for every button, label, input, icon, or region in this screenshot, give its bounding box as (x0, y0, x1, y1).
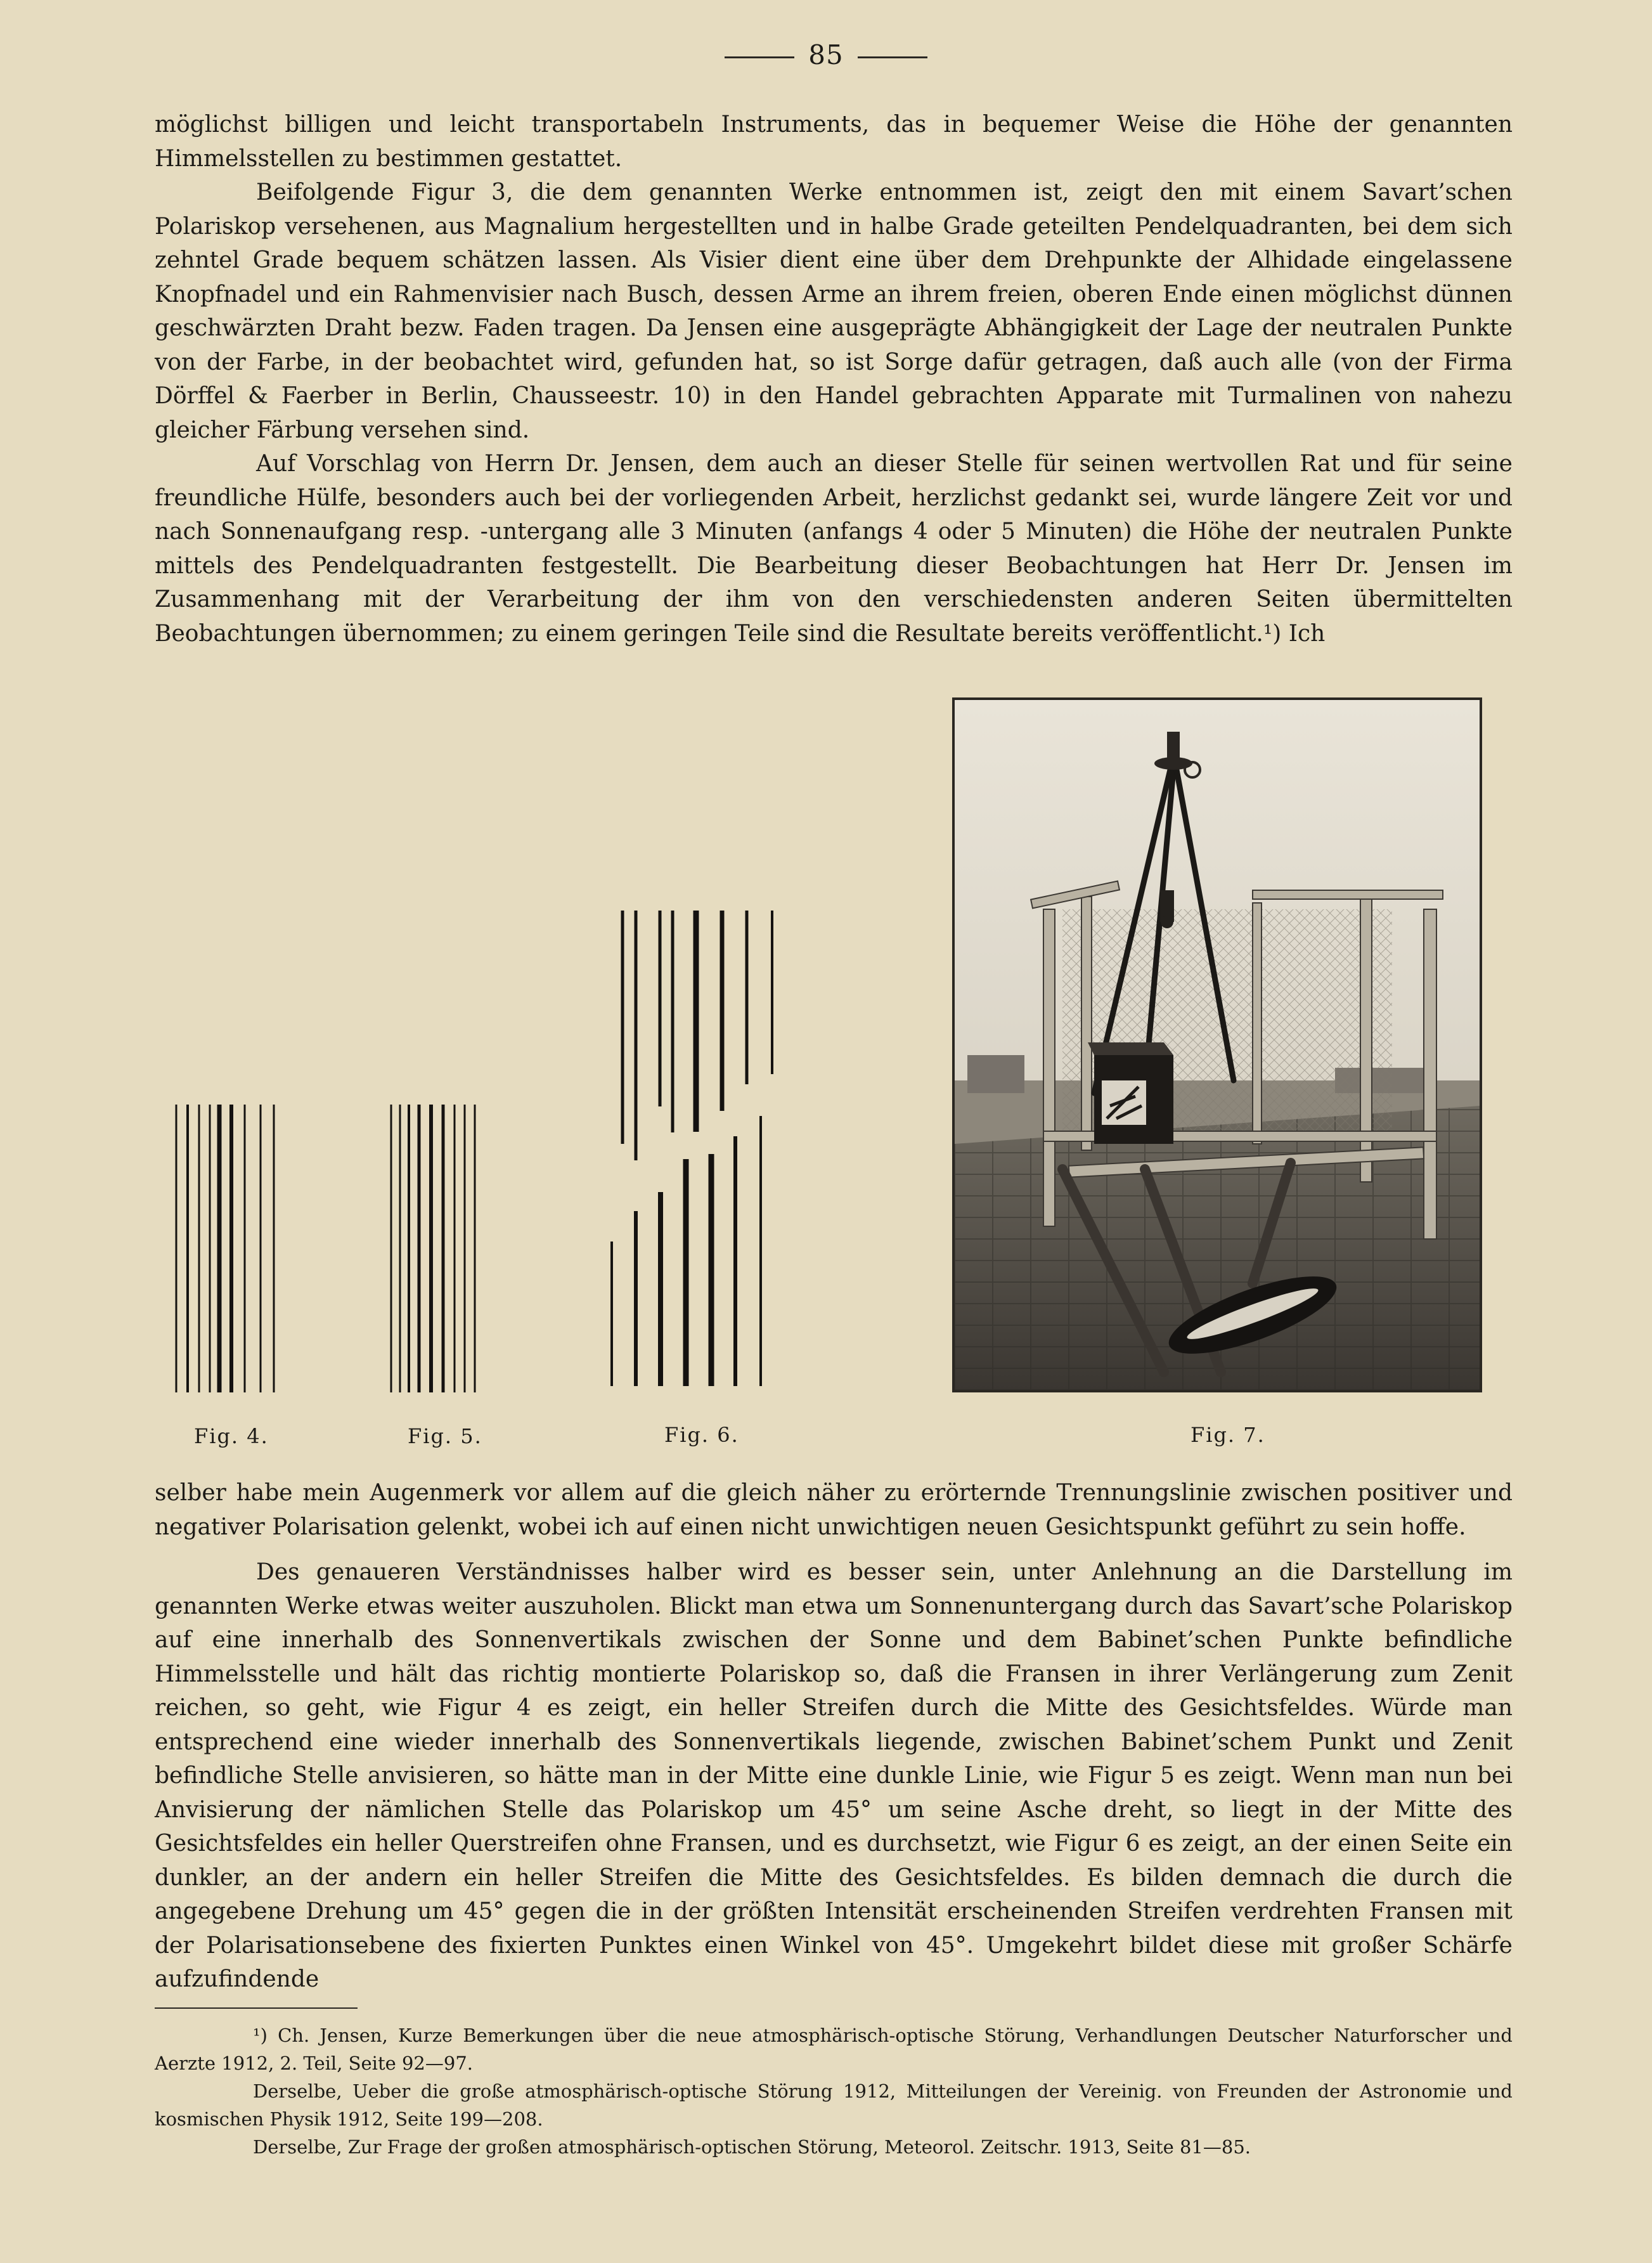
paragraph-savart-fringes: Des genaueren Verständnisses halber wird es besser sein, unter Anlehnung an die Darstellung im genannten Werke etwas weiter auszuholen. Blickt man etwa um Sonnenuntergang durch das Savart’sche Polariskop auf eine innerhalb des Sonnenvertikals zwischen der Sonne und dem Babinet’schen Punkte befindliche Himmelsstelle und hält das richtig montierte Polariskop so, daß die Fransen in ihrer Verlängerung zum Zenit reichen, so geht, wie Figur 4 es zeigt, ein heller Streifen durch die Mitte des Gesichtsfeldes. Würde man entsprechend eine wieder innerhalb des Sonnenvertikals liegende, zwischen Babinet’schem Punkt und Zenit befindliche Stelle anvisieren, so hätte man in der Mitte eine dunkle Linie, wie Figur 5 es zeigt. Wenn man nun bei Anvisierung der nämlichen Stelle das Polariskop um 45° um seine Asche dreht, so liegt in der Mitte des Gesichtsfeldes ein heller Querstreifen ohne Fransen, und es durchsetzt, wie Figur 6 es zeigt, an der einen Seite ein dunkler, an der andern ein heller Streifen die Mitte des Gesichtsfeldes. Es bilden demnach die durch die angegebene Drehung um 45° gegen die in der größten Intensität erscheinenden Streifen verdrehten Fransen mit der Polarisationsebene des fixierten Punktes einen Winkel von 45°. Umgekehrt bildet diese mit großer Schärfe aufzufindende (155, 1559, 1513, 1992)
paragraph-continuation: möglichst billigen und leicht transportabeln Instruments, das in bequemer Weise die Höhe der genannten Himmelsstellen zu bestimmen gestattet. (155, 112, 1513, 172)
footnote-1: ¹) Ch. Jensen, Kurze Bemerkungen über die neue atmosphärisch-optische Störung, Verhandlungen Deutscher Naturforscher und Aerzte 1912, 2. Teil, Seite 92—97. (155, 2025, 1513, 2074)
footnote-derselbe-2: Derselbe, Zur Frage der großen atmosphärisch-optischen Störung, Meteorol. Zeitschr. 1913, Seite 81—85. (253, 2136, 1251, 2158)
rooftop-instrument-photo (955, 700, 1480, 1390)
footnote-derselbe-1: Derselbe, Ueber die große atmosphärisch-optische Störung 1912, Mitteilungen der Vereinig. von Freunden der Astronomie und kosmischen Physik 1912, Seite 199—208. (155, 2080, 1513, 2130)
page-number: 85 (808, 39, 844, 70)
paragraph-augenmerk: selber habe mein Augenmerk vor allem auf die gleich näher zu erörternde Trennungslinie zwischen positiver und negativer Polarisation gelenkt, wobei ich auf einen nicht unwichtigen neuen Gesichtspunkt geführt zu sein hoffe. (155, 1480, 1513, 1540)
instrument-box (1088, 1042, 1173, 1144)
fig-7-caption: Fig. 7. (1191, 1423, 1265, 1447)
fig-7-photograph (952, 697, 1482, 1392)
fig-4-caption: Fig. 4. (194, 1424, 269, 1448)
fig-5-caption: Fig. 5. (408, 1424, 482, 1448)
fig-6-pattern (612, 911, 772, 1386)
paragraph-pendelquadrant: Beifolgende Figur 3, die dem genannten Werke entnommen ist, zeigt den mit einem Savart’schen Polariskop versehenen, aus Magnalium hergestellten und in halbe Grade geteilten Pendelquadranten, bei dem sich zehntel Grade bequem schätzen lassen. Als Visier dient eine über dem Drehpunkte der Alhidade eingelassene Knopfnadel und ein Rahmenvisier nach Busch, dessen Arme an ihrem freien, oberen Ende einen möglichst dünnen geschwärzten Draht bezw. Faden tragen. Da Jensen eine ausgeprägte Abhängigkeit der Lage der neutralen Punkte von der Farbe, in der beobachtet wird, gefunden hat, so ist Sorge dafür getragen, daß auch alle (von der Firma Dörffel & Faerber in Berlin, Chausseestr. 10) in den Handel gebrachten Apparate mit Turmalinen von nahezu gleicher Färbung versehen sind. (155, 179, 1513, 443)
footnote-rule (155, 2007, 358, 2009)
bottom-text-block (155, 1476, 1513, 1997)
paragraph-jensen: Auf Vorschlag von Herrn Dr. Jensen, dem auch an dieser Stelle für seinen wertvollen Rat und für seine freundliche Hülfe, besonders auch bei der vorliegenden Arbeit, herzlichst gedankt sei, wurde längere Zeit vor und nach Sonnenaufgang resp. -untergang alle 3 Minuten (anfangs 4 oder 5 Minuten) die Höhe der neutralen Punkte mittels des Pendelquadranten festgestellt. Die Bearbeitung dieser Beobachtungen hat Herr Dr. Jensen im Zusammenhang mit der Verarbeitung der ihm von den verschiedensten anderen Seiten übermittelten Beobachtungen übernommen; zu einem geringen Teile sind die Resultate bereits veröffentlicht.¹) Ich (155, 451, 1513, 647)
footnotes (155, 2021, 1513, 2161)
fig-6-caption: Fig. 6. (664, 1423, 739, 1447)
fig-5-pattern (391, 1105, 475, 1392)
fig-4-pattern (176, 1105, 274, 1392)
